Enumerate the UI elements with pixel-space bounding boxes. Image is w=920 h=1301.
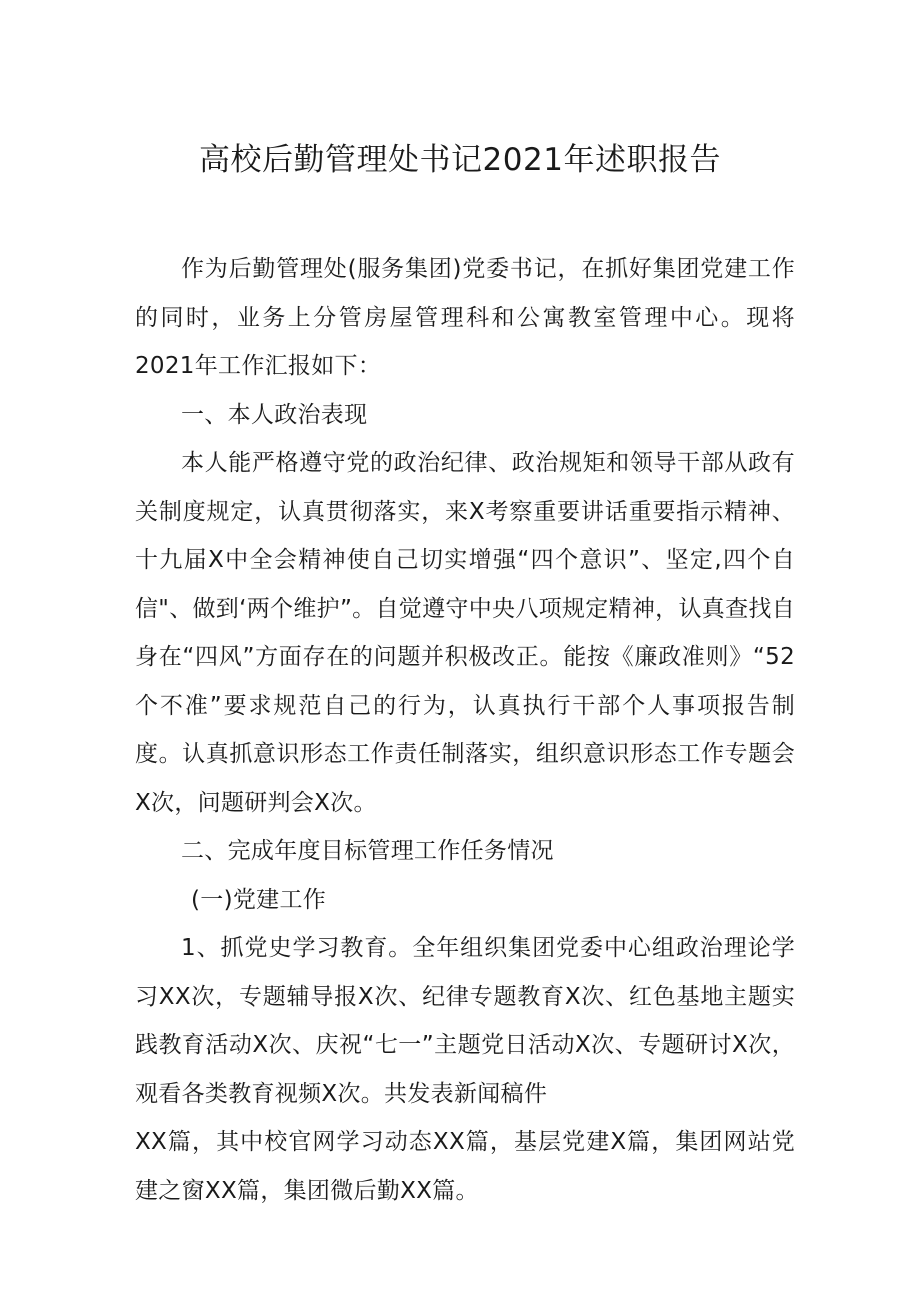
section-1-paragraph: 本人能严格遵守党的政治纪律、政治规矩和领导干部从政有关制度规定，认真贯彻落实，来X考察重要讲话重要指示精神、十九届X中全会精神使自己切实增强“四个意识”、坚定,四个自信"、做到‘两个维护”。自觉遵守中央八项规定精神，认真查找自身在“四风”方面存在的问题并积极改正。能按《廉政准则》“52个不准”要求规范自己的行为，认真执行干部个人事项报告制度。认真抓意识形态工作责任制落实，组织意识形态工作专题会X次，问题研判会X次。: [135, 450, 795, 816]
intro-paragraph: 作为后勤管理处(服务集团)党委书记，在抓好集团党建工作的同时，业务上分管房屋管理科和公寓教室管理中心。现将2021年工作汇报如下：: [135, 256, 795, 379]
section-2-subheading-party-building: (一)党建工作: [191, 886, 327, 913]
item-1-continuation: XX篇，其中校官网学习动态XX篇，基层党建X篇，集团网站党建之窗XX篇，集团微后勤XX篇。: [135, 1129, 795, 1204]
document-title: 高校后勤管理处书记2021年述职报告: [199, 142, 721, 178]
document-body: [135, 245, 795, 1215]
section-2-heading: 二、完成年度目标管理工作任务情况: [181, 838, 554, 864]
section-1-heading: 一、本人政治表现: [181, 401, 368, 428]
item-1-paragraph: 1、抓党史学习教育。全年组织集团党委中心组政治理论学习XX次，专题辅导报X次、纪律专题教育X次、红色基地主题实践教育活动X次、庆祝“七一”主题党日活动X次、专题研讨X次，观看各类教育视频X次。共发表新闻稿件: [135, 935, 795, 1107]
